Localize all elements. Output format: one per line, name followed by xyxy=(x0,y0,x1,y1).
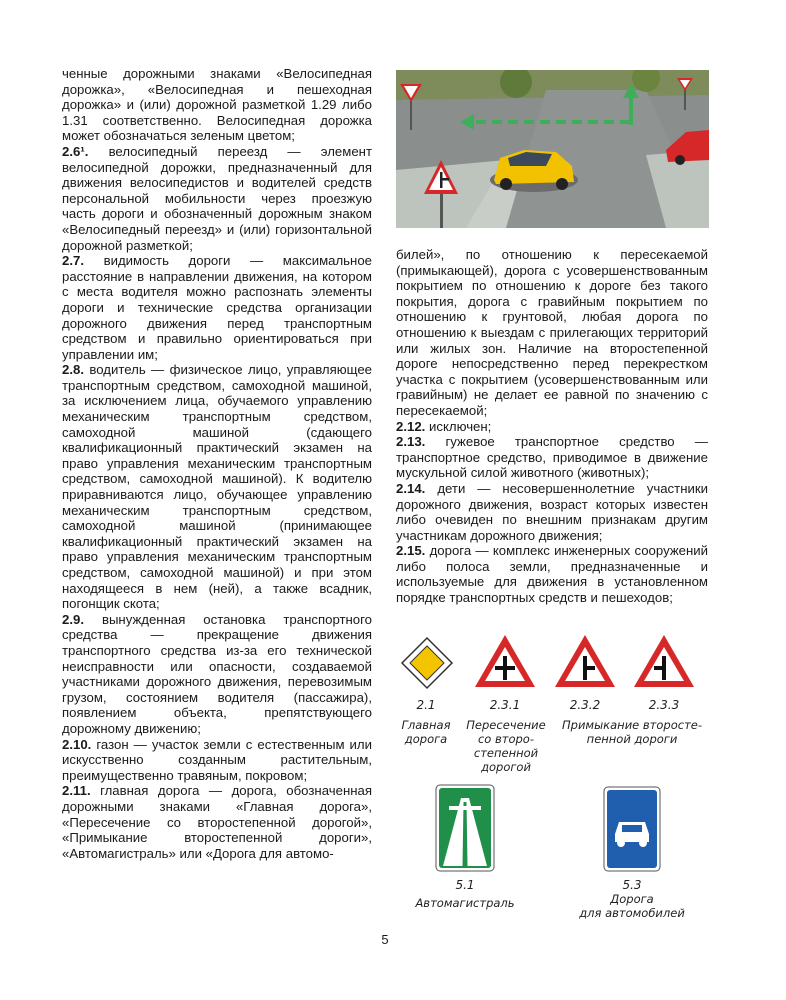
sign-number: 2.3.1 xyxy=(489,698,521,712)
definition-paragraph xyxy=(62,783,372,861)
definition-text: билей», по отношению к пересекаемой (примыкающей), дорога с усовершенствованным покрытием по отношению к дороге без такого покрытия, дорога с гравийным покрытием по отношению к грунтовой, любая дорога по отношению к выездам с прилегающих территорий или жилых зон. Наличие на второстепенной дороге непосредственно перед перекрестком участка с покрытием (усовершенствованным или гравийным) не делает ее равной по значению с пересекаемой; xyxy=(396,247,708,418)
sign-caption: Главная дорога xyxy=(401,718,451,746)
definition-paragraph xyxy=(396,247,708,419)
definition-text: главная дорога — дорога, обозначенная дорожными знаками «Главная дорога», «Пересечение со второстепенной дорогой», «Примыкание второстепенной дороги», «Автомагистраль» или «Дорога для автомо- xyxy=(62,783,372,861)
sign-caption: Дорога для автомобилей xyxy=(579,892,685,920)
crossroad-illustration xyxy=(396,70,709,228)
definition-paragraph xyxy=(62,253,372,362)
definition-paragraph xyxy=(396,419,708,435)
definition-number: 2.8. xyxy=(62,362,84,378)
definition-text: ченные дорожными знаками «Велосипедная дорожка», «Велосипедная и пешеходная дорожка» и (или) дорожной разметкой 1.29 либо 1.31 соответственно. Велосипедная дорожка может обозначаться зеленым цветом; xyxy=(62,66,372,144)
definition-number: 2.10. xyxy=(62,736,92,752)
minor-road-junction-right-sign-icon xyxy=(553,632,617,690)
definition-paragraph xyxy=(62,612,372,737)
road-for-cars-sign-icon xyxy=(603,786,661,872)
right-text-column xyxy=(396,247,708,606)
definition-paragraph xyxy=(62,737,372,784)
definition-text: велосипедный переезд — элемент велосипедной дорожки, предназначенный для движения велосипедистов и водителей средств персональной мобильности через проезжую часть дороги и обозначенный дорожным знаком «Велосипедный переезд» и (или) горизонтальной дорожной разметкой; xyxy=(62,143,372,253)
minor-road-junction-left-sign-icon xyxy=(632,632,696,690)
definition-number: 2.7. xyxy=(62,253,84,269)
crossroad-minor-road-sign-icon xyxy=(473,632,537,690)
definition-number: 2.13. xyxy=(396,434,426,450)
definition-text: дорога — комплекс инженерных сооружений либо полоса земли, предназначенные и используемые для движения в установленном порядке транспортных средств и пешеходов; xyxy=(396,543,708,606)
definition-text: газон — участок земли с естественным или искусственно созданным растительным, преимущественно травяным, покровом; xyxy=(62,736,372,783)
definition-text: исключен; xyxy=(429,418,492,434)
definition-text: дети — несовершеннолетние участники дорожного движения, возраст которых известен либо очевиден по внешним признакам другим участникам дорожного движения; xyxy=(396,480,708,543)
definition-paragraph xyxy=(396,543,708,605)
sign-number: 5.3 xyxy=(622,878,642,892)
motorway-sign-icon xyxy=(435,784,495,872)
definition-text: видимость дороги — максимальное расстояние в направлении движения, на котором с места водителя можно распознать элементы дороги и технические средства организации дорожного движения перед транспортным средством и правильно ориентироваться при управлении им; xyxy=(62,253,372,362)
main-road-sign-icon xyxy=(400,636,454,690)
definition-text: вынужденная остановка транспортного средства — прекращение движения транспортного средства из-за его технической неисправности или опасности, создаваемой участниками дорожного движения, перевозимым грузом, состоянием водителя (пассажира), появлением объекта, препятствующего дорожному движению; xyxy=(62,611,372,736)
sign-caption: Примыкание второсте- пенной дороги xyxy=(562,718,702,746)
sign-caption: Пересечение со второ- степенной дорогой xyxy=(466,718,546,774)
definition-paragraph xyxy=(62,362,372,612)
definition-number: 2.14. xyxy=(396,480,426,496)
sign-number: 5.1 xyxy=(455,878,475,892)
definition-paragraph xyxy=(62,66,372,144)
definition-text: гужевое транспортное средство — транспортное средство, приводимое в движение мускульной силой животного (животных); xyxy=(396,434,708,481)
sign-number: 2.3.2 xyxy=(569,698,601,712)
sign-number: 2.1 xyxy=(416,698,436,712)
definition-text: водитель — физическое лицо, управляющее транспортным средством, самоходной машиной, за исключением лица, обучаемого управлению механическим транспортным средством, самоходной машиной (сдающего квалификационный практический экзамен на право управления механическим транспортным средством, самоходной машиной). К водителю приравниваются лицо, обучающее управлению механическим транспортным средством, самоходной машиной (принимающее квалификационный практический экзамен на право управления механическим транспортным средством, самоходной машиной) и при этом находящееся в нем (ней), а также всадник, погонщик скота; xyxy=(62,362,373,612)
definition-number: 2.11. xyxy=(62,783,91,799)
definition-number: 2.12. xyxy=(396,418,426,434)
definition-number: 2.9. xyxy=(62,611,84,627)
sign-caption: Автомагистраль xyxy=(415,896,515,910)
left-text-column xyxy=(62,66,372,861)
page-number: 5 xyxy=(381,932,389,947)
definition-paragraph xyxy=(396,481,708,543)
definition-number: 2.6¹. xyxy=(62,143,89,159)
definition-paragraph xyxy=(62,144,372,253)
sign-number: 2.3.3 xyxy=(648,698,680,712)
definition-paragraph xyxy=(396,434,708,481)
definition-number: 2.15. xyxy=(396,543,426,559)
